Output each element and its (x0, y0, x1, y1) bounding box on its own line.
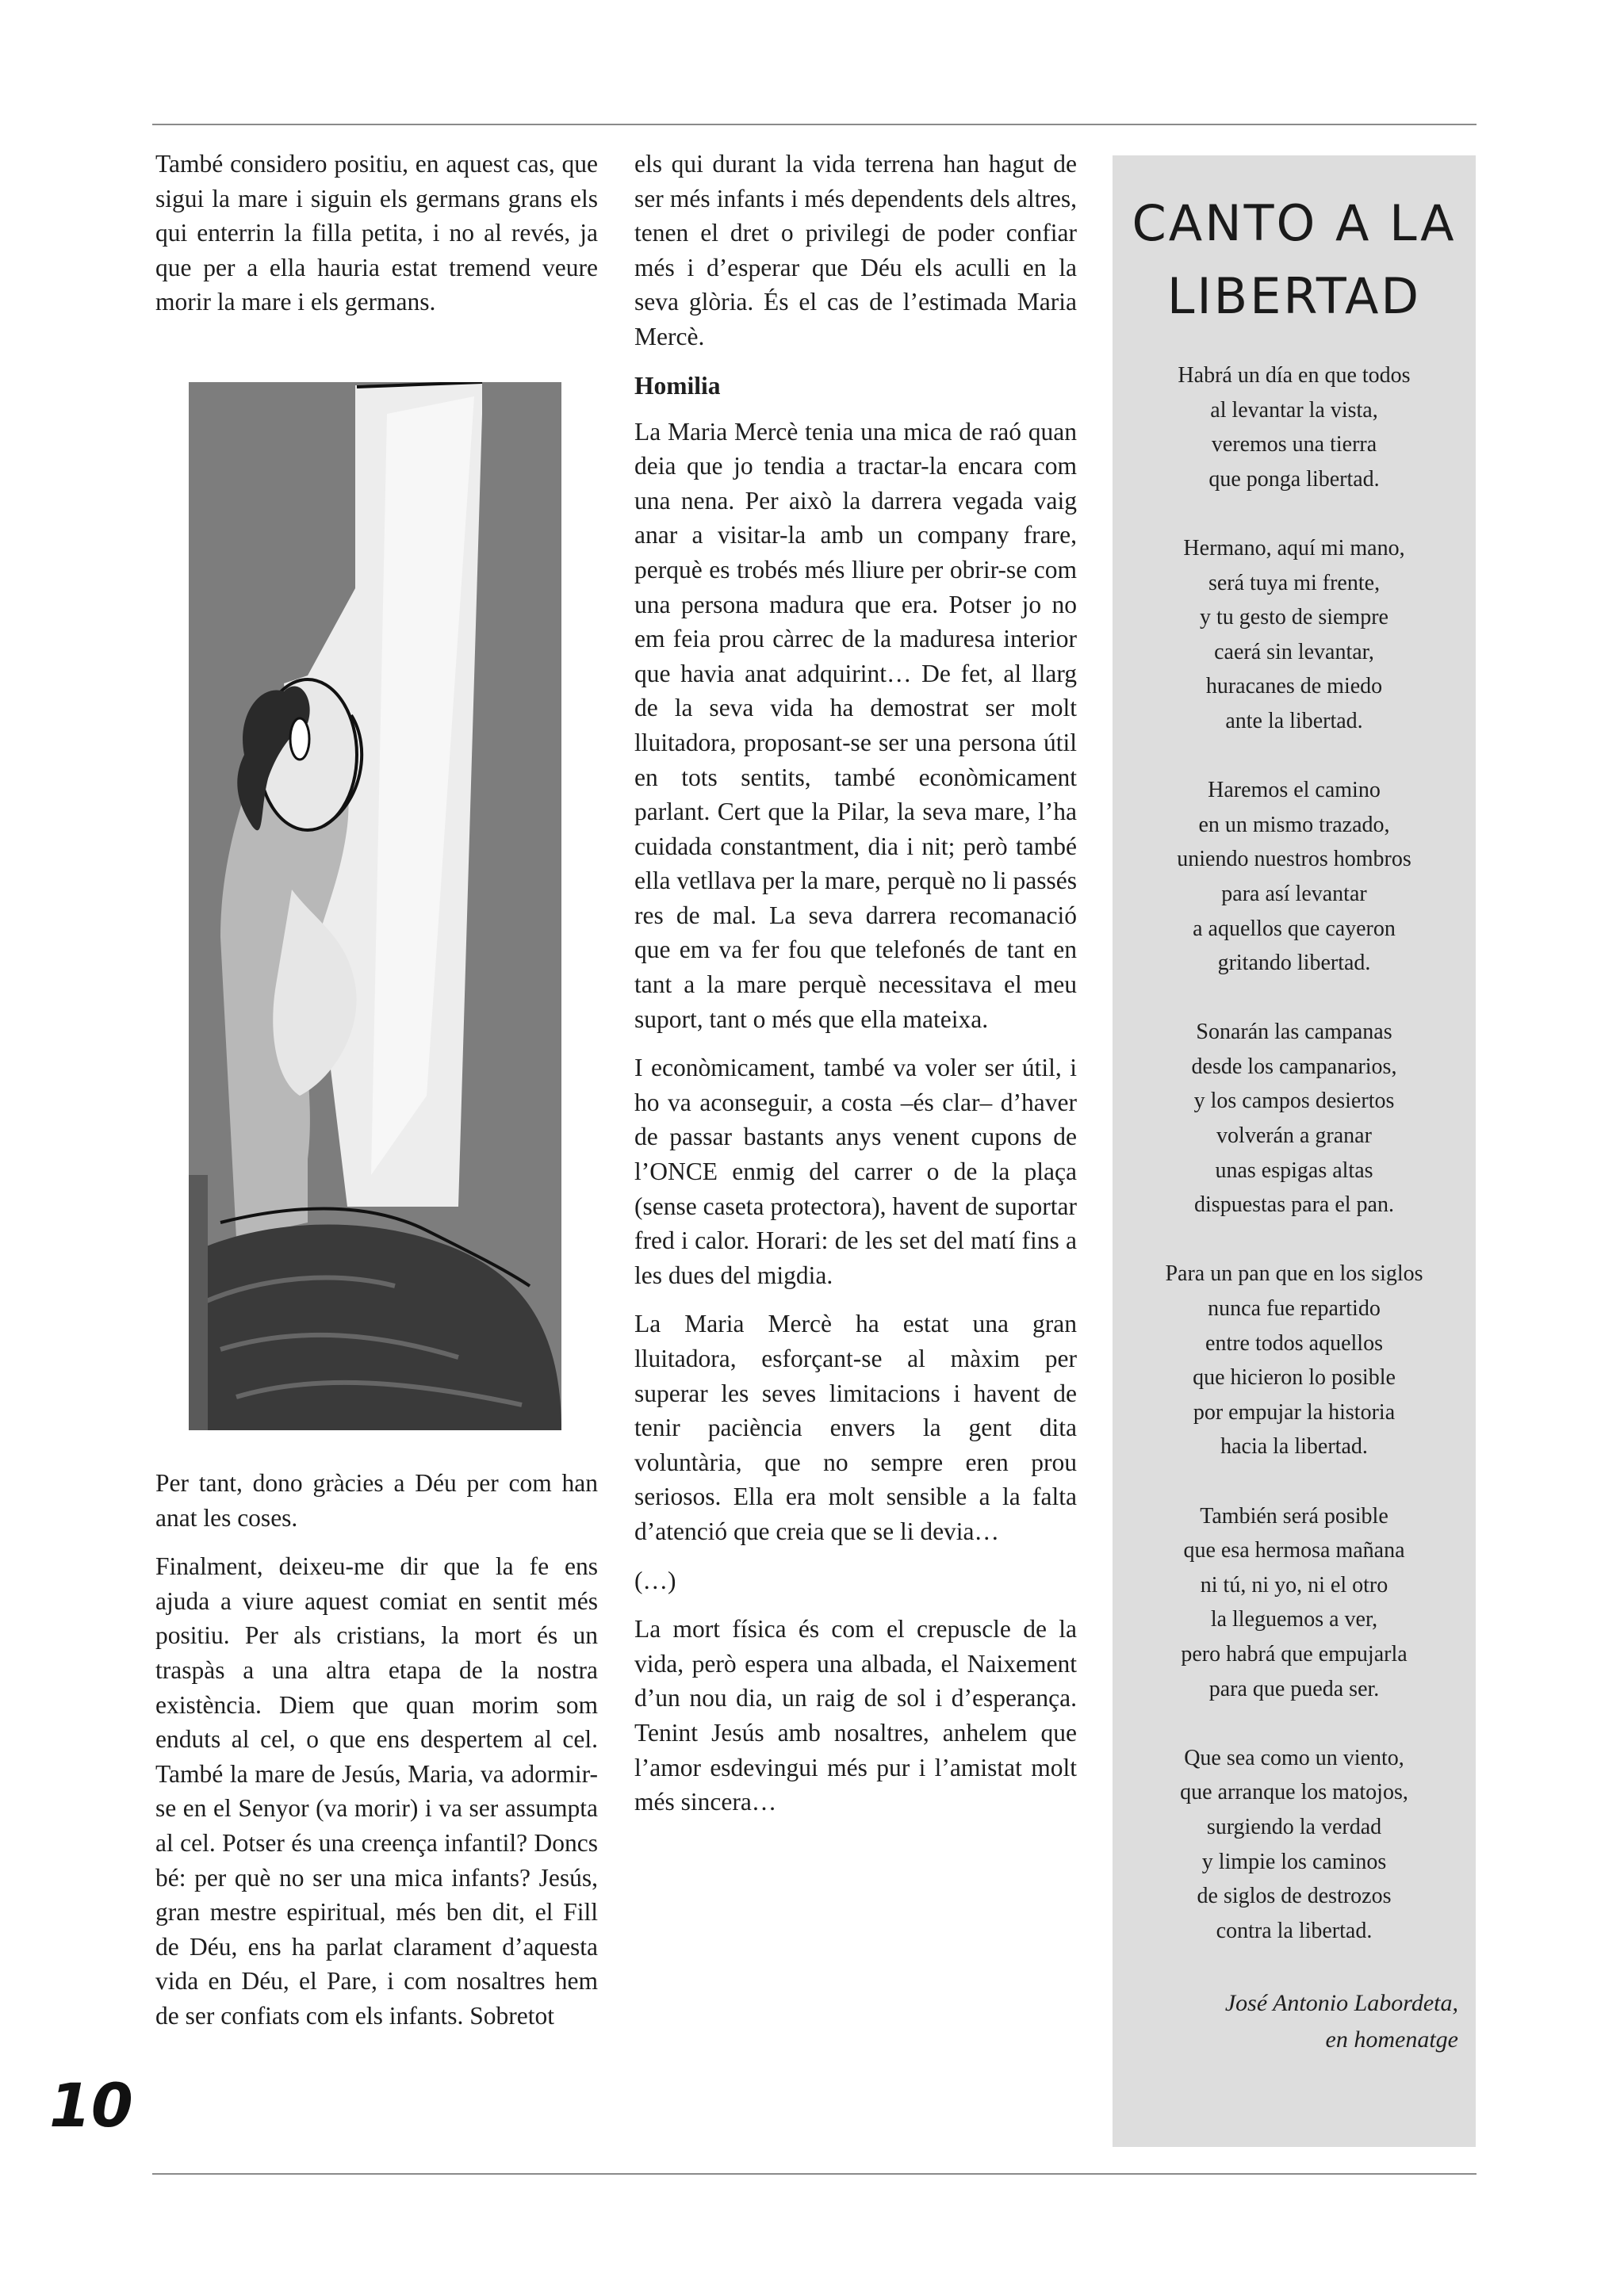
poem-line: que esa hermosa mañana (1183, 1538, 1405, 1563)
signature-name: José Antonio Labordeta, (1224, 1990, 1458, 2016)
paragraph: (…) (634, 1566, 676, 1594)
column-1-bottom (155, 1466, 598, 2048)
page-number: 10 (49, 2070, 133, 2141)
poem-line: Para un pan que en los siglos (1165, 1261, 1423, 1287)
poem-title (1113, 187, 1476, 333)
poem-stanza (1113, 1015, 1476, 1223)
poem-line: huracanes de miedo (1205, 674, 1383, 699)
paragraph: També considero positiu, en aquest cas, que sigui la mare i siguin els germans grans els qui enterrin la filla petita, i no al revés, ja que per a ella hauria estat tremend veure morir la mare i els germans. (155, 150, 598, 316)
poem-line: Que sea como un viento, (1184, 1745, 1404, 1770)
poem-line: unas espigas altas (1215, 1158, 1373, 1183)
paragraph: La Maria Mercè tenia una mica de raó quan deia que jo tendia a tractar-la encara com una nena. Per això la darrera vegada vaig anar a visitar-la amb un company frare, perquè es trobés més lliure per obrir-se com una persona madura que era. Potser jo no em feia prou càrrec de la maduresa interior que havia anat adquirint… De fet, al llarg de la seva vida ha demostrat ser molt lluitadora, proposant-se ser una persona útil en tots sentits, també econòmicament parlant. Cert que la Pilar, la seva mare, l’ha cuidada constantment, dia i nit; però també ella vetllava per la mare, perquè no li passés res de mal. La seva darrera recomanació que em va fer fou que telefonés de tant en tant a la mare perquè necessitava el meu suport, tant o més que ella mateixa. (634, 417, 1077, 1033)
poem-line: pero habrá que empujarla (1181, 1641, 1408, 1667)
poem-line: gritando libertad. (1217, 951, 1371, 976)
poem-line: que ponga libertad. (1208, 466, 1380, 492)
signature-note: en homenatge (1325, 2026, 1458, 2053)
column-2 (634, 147, 1077, 1834)
poem-line: que arranque los matojos, (1180, 1780, 1408, 1805)
column-1-top (155, 147, 598, 334)
poem-line: la lleguemos a ver, (1210, 1607, 1378, 1632)
poem-line: al levantar la vista, (1210, 397, 1378, 423)
poem-line: hacia la libertad. (1220, 1434, 1368, 1460)
paragraph: Finalment, deixeu-me dir que la fe ens ajuda a viure aquest comiat en sentit més positiu. Per als cristians, la mort és un traspàs a una altra etapa de la nostra existència. Diem que quan morim som enduts al cel, o que ens despertem al cel. També la mare de Jesús, Maria, va adormir-se en el Senyor (va morir) i va ser assumpta al cel. Potser és una creença infantil? Doncs bé: per què no ser una mica infants? Jesús, gran mestre espiritual, més ben dit, el Fill de Déu, ens ha parlat clarament d’aquesta vida en Déu, el Pare, i com nosaltres hem de ser confiats com els infants. Sobretot (155, 1552, 598, 2030)
poem-line: Habrá un día en que todos (1178, 363, 1411, 388)
poem-line: de siglos de destrozos (1197, 1884, 1392, 1909)
poem-sidebar (1113, 155, 1476, 2147)
poem-line: ni tú, ni yo, ni el otro (1200, 1572, 1388, 1598)
poem-line: También será posible (1200, 1503, 1388, 1529)
poem-line: contra la libertad. (1216, 1918, 1373, 1943)
poem-line: entre todos aquellos (1205, 1330, 1383, 1356)
bottom-rule (152, 2173, 1477, 2175)
poem-line: para así levantar (1221, 881, 1367, 906)
poem-line: veremos una tierra (1211, 432, 1377, 457)
paragraph: els qui durant la vida terrena han hagut de ser més infants i més dependents dels altres, tenen el dret o privilegi de poder confiar més i d’esperar que Déu els aculli en la seva glòria. És el cas de l’estimada Maria Mercè. (634, 150, 1077, 350)
poem-line: y los campos desiertos (1193, 1089, 1395, 1114)
paragraph: La Maria Mercè ha estat una gran lluitadora, esforçant-se al màxim per superar les seves limitacions i havent de tenir paciència envers la gent dita voluntària, que no sempre eren prou seriosos. Ella era molt sensible a la falta d’atenció que creia que se li devia… (634, 1310, 1077, 1545)
poem-stanza (1113, 358, 1476, 496)
poem-stanza (1113, 773, 1476, 981)
top-rule (152, 124, 1477, 125)
poem-stanza (1113, 531, 1476, 739)
poem-line: será tuya mi frente, (1208, 570, 1381, 595)
poem-line: Sonarán las campanas (1196, 1020, 1392, 1045)
paragraph: Per tant, dono gràcies a Déu per com han anat les coses. (155, 1469, 598, 1532)
signature (1225, 1985, 1458, 2058)
poem-stanza (1113, 1741, 1476, 1949)
poem-line: y tu gesto de siempre (1200, 605, 1388, 630)
poem-line: Hermano, aquí mi mano, (1183, 535, 1405, 561)
poem-line: nunca fue repartido (1208, 1296, 1381, 1322)
illustration (189, 382, 561, 1430)
poem-stanza (1113, 1499, 1476, 1707)
poem-line: dispuestas para el pan. (1194, 1192, 1394, 1218)
poem-line: ante la libertad. (1225, 708, 1363, 733)
poem-line: Haremos el camino (1208, 778, 1381, 803)
poem-body (1113, 358, 1476, 1983)
poem-title-line: CANTO A LA (1132, 194, 1457, 252)
poem-line: uniendo nuestros hombros (1177, 847, 1411, 872)
poem-line: desde los campanarios, (1191, 1054, 1397, 1079)
poem-line: surgiendo la verdad (1206, 1814, 1382, 1839)
poem-line: para que pueda ser. (1208, 1676, 1380, 1701)
poem-line: en un mismo trazado, (1198, 812, 1390, 837)
poem-line: que hicieron lo posible (1193, 1365, 1396, 1391)
poem-line: caerá sin levantar, (1214, 639, 1374, 664)
poem-line: por empujar la historia (1193, 1399, 1396, 1425)
section-heading: Homilia (634, 371, 721, 400)
poem-line: volverán a granar (1216, 1123, 1372, 1149)
paragraph: I econòmicament, també va voler ser útil, i ho va aconseguir, a costa –és clar– d’haver de passar bastants anys venent cupons de l’ONCE enmig del carrer o de la plaça (sense caseta protectora), havent de suportar fred i calor. Horari: de les set del matí fins a les dues del migdia. (634, 1054, 1077, 1289)
paragraph: La mort física és com el crepuscle de la vida, però espera una albada, el Naixement d’un nou dia, un raig de sol i d’esperança. Tenint Jesús amb nosaltres, anhelem que l’amor esdevingui més pur i l’amistat molt més sincera… (634, 1615, 1077, 1816)
poem-title-line: LIBERTAD (1166, 267, 1422, 325)
poem-line: y limpie los caminos (1201, 1849, 1387, 1874)
poem-stanza (1113, 1257, 1476, 1464)
poem-line: a aquellos que cayeron (1193, 916, 1396, 941)
